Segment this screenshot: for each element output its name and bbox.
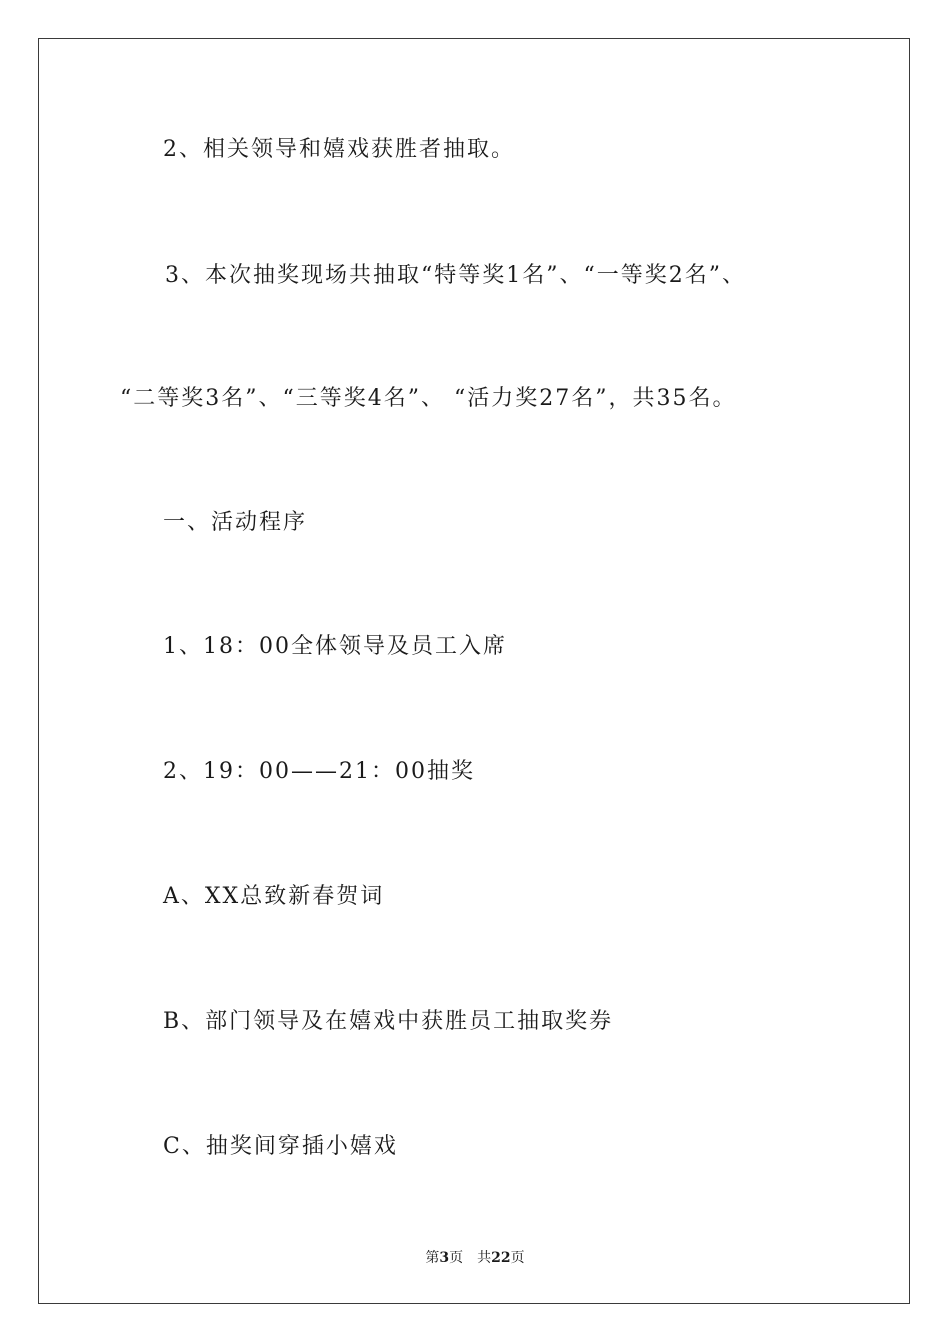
- footer-total-pages: 22: [491, 1250, 511, 1266]
- paragraph-line-1: 2、相关领导和嬉戏获胜者抽取。: [163, 137, 515, 162]
- footer-total-prefix: 共: [477, 1250, 492, 1266]
- list-item-c: C、抽奖间穿插小嬉戏: [163, 1134, 398, 1159]
- footer-total-suffix: 页: [510, 1250, 525, 1266]
- list-item-b: B、部门领导及在嬉戏中获胜员工抽取奖券: [163, 1009, 614, 1034]
- list-item-1: 1、18：00全体领导及员工入席: [163, 634, 507, 659]
- list-item-2: 2、19：00——21：00抽奖: [163, 759, 475, 784]
- footer-page-number: 3: [439, 1250, 450, 1266]
- page-footer: [0, 1247, 950, 1267]
- list-item-a: A、XX总致新春贺词: [163, 884, 385, 909]
- footer-page-prefix: 第: [425, 1250, 440, 1266]
- section-heading: 一、活动程序: [163, 510, 308, 535]
- footer-page-suffix: 页: [449, 1250, 464, 1266]
- paragraph-line-3: “二等奖3名”、“三等奖4名”、 “活力奖27名”，共35名。: [120, 386, 737, 411]
- page-border: [38, 38, 910, 1304]
- paragraph-line-2: 3、本次抽奖现场共抽取“特等奖1名”、“一等奖2名”、: [165, 263, 746, 288]
